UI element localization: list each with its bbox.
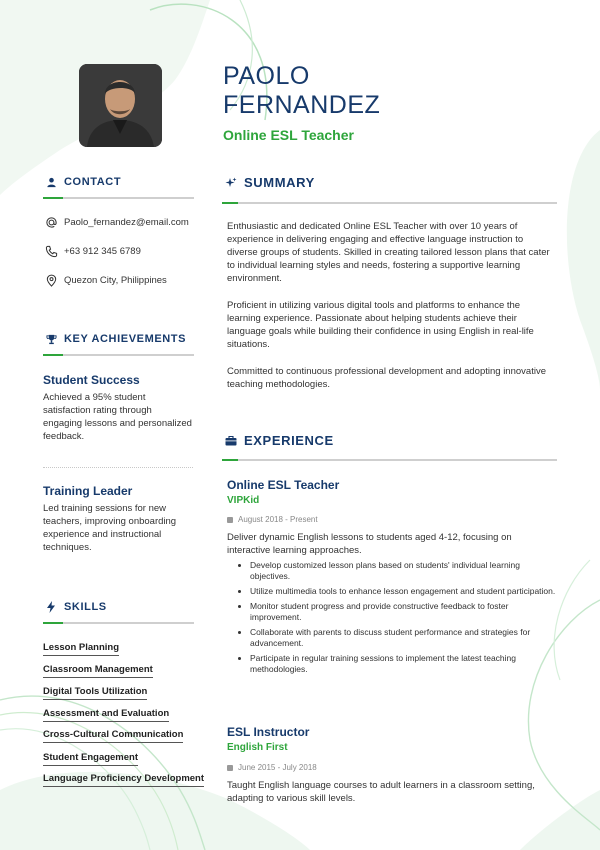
summary-paragraph: Committed to continuous professional development and adopting innovative teaching methodologies. bbox=[227, 366, 546, 390]
location-pin-icon bbox=[44, 273, 58, 287]
skills-heading: SKILLS bbox=[44, 600, 107, 614]
job-bullets bbox=[240, 560, 562, 679]
job-company: English First bbox=[227, 742, 288, 753]
achievement-title: Student Success bbox=[43, 373, 140, 387]
skill-item: Cross-Cultural Communication bbox=[43, 729, 183, 743]
experience-heading: EXPERIENCE bbox=[224, 433, 334, 448]
email-text: Paolo_fernandez@email.com bbox=[64, 216, 189, 228]
achievements-heading: KEY ACHIEVEMENTS bbox=[44, 332, 186, 346]
achievement-text: Led training sessions for new teachers, improving onboarding experience and instructional techniques. bbox=[43, 503, 177, 553]
skill-item: Language Proficiency Development bbox=[43, 773, 204, 787]
achievement-text: Achieved a 95% student satisfaction rating through engaging lessons and personalized feedback. bbox=[43, 392, 192, 442]
job-bullet: • Monitor student progress and provide constructive feedback to foster improvement. bbox=[250, 601, 562, 623]
contact-phone[interactable] bbox=[44, 244, 141, 258]
job-bullet: • Participate in regular training sessions to implement the latest teaching methodologies. bbox=[250, 653, 562, 675]
achievement-title: Training Leader bbox=[43, 484, 133, 498]
person-icon bbox=[44, 175, 58, 189]
contact-email[interactable] bbox=[44, 215, 189, 229]
summary-divider bbox=[222, 202, 557, 204]
skill-item: Assessment and Evaluation bbox=[43, 708, 169, 722]
achievements-divider bbox=[43, 354, 194, 356]
lightning-icon bbox=[44, 600, 58, 614]
contact-divider bbox=[43, 197, 194, 199]
job-bullet: • Develop customized lesson plans based on students' individual learning objectives. bbox=[250, 560, 562, 582]
summary-paragraph: Enthusiastic and dedicated Online ESL Teacher with over 10 years of experience in delivering engaging and effective language instruction to diverse groups of students. Skilled in creating tailored lesson plans that cater to individual learning styles and needs, fostering a supportive learning environment. bbox=[227, 221, 550, 284]
sparkle-icon bbox=[224, 176, 238, 190]
job-dates: June 2015 - July 2018 bbox=[227, 763, 317, 772]
candidate-name bbox=[223, 62, 380, 120]
location-text: Quezon City, Philippines bbox=[64, 274, 167, 286]
job-role: ESL Instructor bbox=[227, 725, 310, 739]
skill-item: Student Engagement bbox=[43, 752, 138, 766]
job-description: Taught English language courses to adult learners in a classroom setting, adapting to various skill levels. bbox=[227, 780, 535, 804]
summary-paragraph: Proficient in utilizing various digital tools and platforms to enhance the learning experience. Passionate about helping students achieve their language goals while building their confidence in using English in real-life situations. bbox=[227, 300, 534, 350]
briefcase-icon bbox=[224, 434, 238, 448]
experience-divider bbox=[222, 459, 557, 461]
job-company: VIPKid bbox=[227, 495, 260, 506]
calendar-icon bbox=[227, 765, 233, 771]
at-icon bbox=[44, 215, 58, 229]
job-bullet: • Utilize multimedia tools to enhance lesson engagement and student participation. bbox=[250, 586, 562, 597]
contact-heading: CONTACT bbox=[44, 175, 121, 189]
job-description: Deliver dynamic English lessons to students aged 4-12, focusing on interactive learning approaches. bbox=[227, 532, 512, 556]
last-name: FERNANDEZ bbox=[223, 91, 381, 119]
skill-item: Lesson Planning bbox=[43, 642, 119, 656]
job-dates: August 2018 - Present bbox=[227, 515, 318, 524]
summary-heading: SUMMARY bbox=[224, 175, 315, 190]
job-bullet: • Collaborate with parents to discuss student performance and strategies for advancement. bbox=[250, 627, 562, 649]
profile-photo bbox=[79, 64, 162, 147]
job-role: Online ESL Teacher bbox=[227, 478, 340, 492]
first-name: PAOLO bbox=[223, 62, 310, 90]
calendar-icon bbox=[227, 517, 233, 523]
trophy-icon bbox=[44, 332, 58, 346]
skills-divider bbox=[43, 622, 194, 624]
phone-icon bbox=[44, 244, 58, 258]
phone-text: +63 912 345 6789 bbox=[64, 245, 141, 257]
contact-location bbox=[44, 273, 167, 287]
skill-item: Classroom Management bbox=[43, 664, 153, 678]
achievement-separator bbox=[43, 467, 193, 468]
skill-item: Digital Tools Utilization bbox=[43, 686, 147, 700]
job-title: Online ESL Teacher bbox=[223, 127, 354, 143]
